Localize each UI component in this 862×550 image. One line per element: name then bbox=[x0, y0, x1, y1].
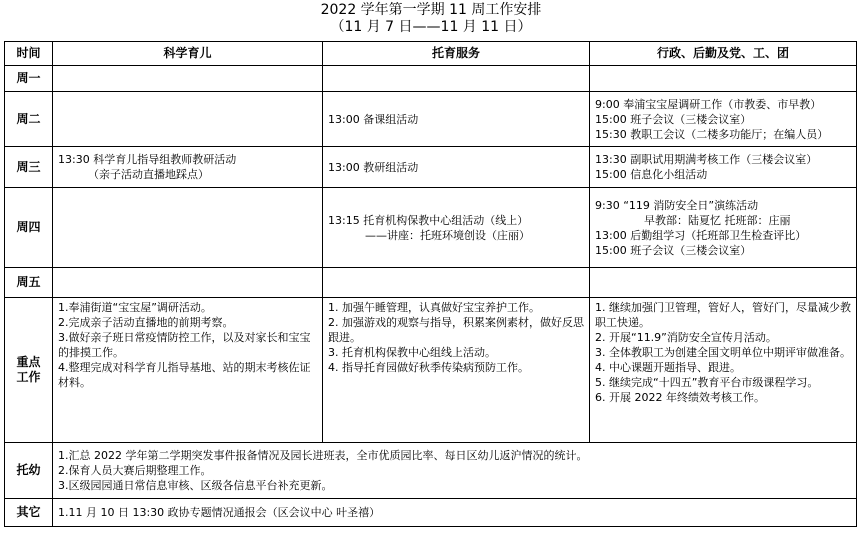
key-science bbox=[53, 298, 323, 443]
tuesday-childcare bbox=[323, 92, 590, 147]
other-content bbox=[53, 499, 857, 527]
wednesday-science bbox=[53, 147, 323, 188]
wednesday-childcare-line: 13:00 教研组活动 bbox=[328, 160, 419, 174]
monday-science bbox=[53, 66, 323, 92]
key-admin-item: 4. 中心课题开题指导、跟进。 bbox=[595, 361, 741, 374]
schedule-title bbox=[0, 2, 862, 36]
thursday-childcare-line: ——讲座：托班环境创设（庄丽） bbox=[365, 228, 530, 242]
thursday-childcare bbox=[323, 188, 590, 268]
day-wednesday: 周三 bbox=[5, 147, 53, 188]
wednesday-childcare bbox=[323, 147, 590, 188]
tuoyou-item: 2.保育人员大赛后期整理工作。 bbox=[58, 464, 212, 477]
row-tuesday bbox=[5, 92, 857, 147]
row-tuoyou bbox=[5, 443, 857, 499]
key-admin-item: 1. 继续加强门卫管理，管好人，管好门，尽量减少教职工快递。 bbox=[595, 301, 851, 329]
key-admin-item: 3. 全体教职工为创建全国文明单位中期评审做准备。 bbox=[595, 346, 851, 359]
key-admin-item: 6. 开展 2022 年终绩效考核工作。 bbox=[595, 391, 765, 404]
wednesday-admin-line: 15:00 信息化小组活动 bbox=[595, 168, 708, 181]
weekly-schedule-table bbox=[4, 41, 857, 527]
header-science: 科学育儿 bbox=[53, 42, 323, 66]
monday-admin bbox=[590, 66, 857, 92]
tuoyou-content bbox=[53, 443, 857, 499]
row-other bbox=[5, 499, 857, 527]
monday-childcare bbox=[323, 66, 590, 92]
tuesday-science bbox=[53, 92, 323, 147]
day-key-work bbox=[5, 298, 53, 443]
day-friday: 周五 bbox=[5, 268, 53, 298]
friday-science bbox=[53, 268, 323, 298]
header-time: 时间 bbox=[5, 42, 53, 66]
thursday-admin bbox=[590, 188, 857, 268]
tuoyou-item: 1.汇总 2022 学年第二学期突发事件报备情况及园长进班表，全市优质园比率、每日区幼儿返沪情况的统计。 bbox=[58, 449, 588, 462]
key-childcare-item: 1. 加强午睡管理，认真做好宝宝养护工作。 bbox=[328, 301, 540, 314]
key-childcare-item: 2. 加强游戏的观察与指导，积累案例素材，做好反思跟进。 bbox=[328, 316, 584, 344]
wednesday-admin-line: 13:30 副职试用期满考核工作（三楼会议室） bbox=[595, 153, 818, 166]
tuoyou-item: 3.区级园园通日常信息审核、区级各信息平台补充更新。 bbox=[58, 479, 333, 492]
header-row bbox=[5, 42, 857, 66]
thursday-admin-line: 15:00 班子会议（三楼会议室） bbox=[595, 243, 752, 257]
friday-childcare bbox=[323, 268, 590, 298]
row-wednesday bbox=[5, 147, 857, 188]
key-science-item: 4.整理完成对科学育儿指导基地、站的期末考核佐证材料。 bbox=[58, 361, 311, 389]
key-childcare-item: 4. 指导托育园做好秋季传染病预防工作。 bbox=[328, 361, 529, 374]
key-admin-item: 2. 开展“11.9”消防安全宣传月活动。 bbox=[595, 331, 777, 344]
wednesday-admin bbox=[590, 147, 857, 188]
wednesday-science-line: （亲子活动直播地踩点） bbox=[88, 168, 209, 181]
row-friday bbox=[5, 268, 857, 298]
day-other: 其它 bbox=[5, 499, 53, 527]
other-item: 1.11 月 10 日 13:30 政协专题情况通报会（区会议中心 叶圣禧） bbox=[58, 506, 381, 519]
key-childcare bbox=[323, 298, 590, 443]
key-childcare-item: 3. 托育机构保教中心组线上活动。 bbox=[328, 346, 496, 359]
tuesday-childcare-line: 13:00 备课组活动 bbox=[328, 112, 419, 126]
title-line-1: 2022 学年第一学期 11 周工作安排 bbox=[320, 2, 542, 18]
key-work-label-1: 重点 bbox=[16, 355, 41, 369]
header-childcare: 托育服务 bbox=[323, 42, 590, 66]
day-monday: 周一 bbox=[5, 66, 53, 92]
row-key-work bbox=[5, 298, 857, 443]
tuesday-admin-line: 15:30 教职工会议（二楼多功能厅；在编人员） bbox=[595, 127, 829, 141]
key-admin-item: 5. 继续完成“十四五”教育平台市级课程学习。 bbox=[595, 376, 819, 389]
tuesday-admin-line: 9:00 奉浦宝宝屋调研工作（市教委、市早教） bbox=[595, 97, 822, 111]
friday-admin bbox=[590, 268, 857, 298]
thursday-admin-line: 早教部：陆夏忆 托班部：庄丽 bbox=[644, 213, 791, 227]
key-science-item: 3.做好亲子班日常疫情防控工作，以及对家长和宝宝的排摸工作。 bbox=[58, 331, 311, 359]
day-thursday: 周四 bbox=[5, 188, 53, 268]
thursday-admin-line: 13:00 后勤组学习（托班部卫生检查评比） bbox=[595, 228, 807, 242]
key-science-item: 1.奉浦街道“宝宝屋”调研活动。 bbox=[58, 301, 212, 314]
key-work-label-2: 工作 bbox=[16, 370, 41, 384]
day-tuoyou: 托幼 bbox=[5, 443, 53, 499]
key-admin bbox=[590, 298, 857, 443]
title-line-2: （11 月 7 日——11 月 11 日） bbox=[330, 19, 532, 35]
tuesday-admin-line: 15:00 班子会议（三楼会议室） bbox=[595, 112, 752, 126]
row-thursday bbox=[5, 188, 857, 268]
thursday-admin-line: 9:30 “119 消防安全日”演练活动 bbox=[595, 198, 759, 212]
thursday-childcare-line: 13:15 托育机构保教中心组活动（线上） bbox=[328, 213, 529, 227]
thursday-science bbox=[53, 188, 323, 268]
day-tuesday: 周二 bbox=[5, 92, 53, 147]
header-admin: 行政、后勤及党、工、团 bbox=[590, 42, 857, 66]
wednesday-science-line: 13:30 科学育儿指导组教师教研活动 bbox=[58, 153, 237, 166]
tuesday-admin bbox=[590, 92, 857, 147]
row-monday bbox=[5, 66, 857, 92]
key-science-item: 2.完成亲子活动直播地的前期考察。 bbox=[58, 316, 234, 329]
